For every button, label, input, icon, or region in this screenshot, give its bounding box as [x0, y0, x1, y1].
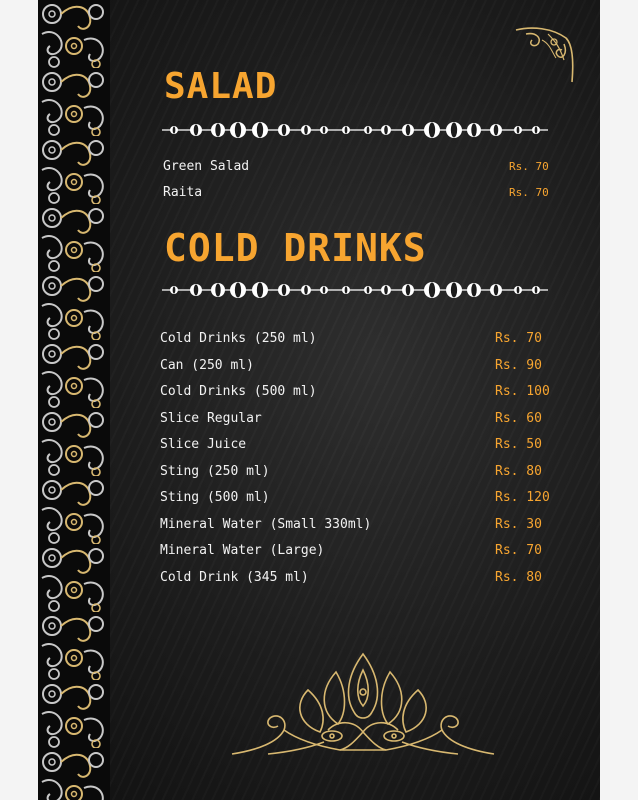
menu-item — [38, 181, 600, 205]
item-price: Rs. 70 — [495, 543, 542, 558]
item-name: Sting (500 ml) — [160, 490, 270, 505]
lotus-ornament-icon — [228, 650, 498, 764]
menu-item — [38, 380, 600, 404]
item-price: Rs. 80 — [495, 570, 542, 585]
bead-divider-icon — [162, 120, 548, 144]
item-price: Rs. 120 — [495, 490, 550, 505]
menu-item — [38, 486, 600, 510]
menu-page — [38, 0, 600, 800]
item-name: Mineral Water (Large) — [160, 543, 325, 558]
section-title-salad: SALAD — [164, 66, 278, 107]
item-price: Rs. 60 — [495, 411, 542, 426]
item-price: Rs. 80 — [495, 464, 542, 479]
section-title-cold-drinks: COLD DRINKS — [164, 226, 427, 270]
menu-item — [38, 539, 600, 563]
item-name: Cold Drink (345 ml) — [160, 570, 309, 585]
item-name: Mineral Water (Small 330ml) — [160, 517, 372, 532]
item-name: Cold Drinks (250 ml) — [160, 331, 317, 346]
menu-item — [38, 513, 600, 537]
item-name: Raita — [163, 185, 203, 200]
corner-flourish-icon — [512, 24, 576, 90]
item-price: Rs. 70 — [495, 331, 542, 346]
item-name: Green Salad — [163, 159, 250, 174]
menu-item — [38, 407, 600, 431]
menu-item — [38, 433, 600, 457]
item-name: Sting (250 ml) — [160, 464, 270, 479]
item-price: Rs. 100 — [495, 384, 550, 399]
item-name: Cold Drinks (500 ml) — [160, 384, 317, 399]
menu-item — [38, 327, 600, 351]
menu-item — [38, 155, 600, 179]
item-name: Can (250 ml) — [160, 358, 254, 373]
item-price: Rs. 50 — [495, 437, 542, 452]
menu-item — [38, 354, 600, 378]
item-name: Slice Juice — [160, 437, 247, 452]
menu-item — [38, 566, 600, 590]
menu-item — [38, 460, 600, 484]
item-name: Slice Regular — [160, 411, 262, 426]
item-price: Rs. 70 — [509, 160, 549, 173]
item-price: Rs. 30 — [495, 517, 542, 532]
item-price: Rs. 90 — [495, 358, 542, 373]
bead-divider-icon — [162, 280, 548, 304]
item-price: Rs. 70 — [509, 186, 549, 199]
